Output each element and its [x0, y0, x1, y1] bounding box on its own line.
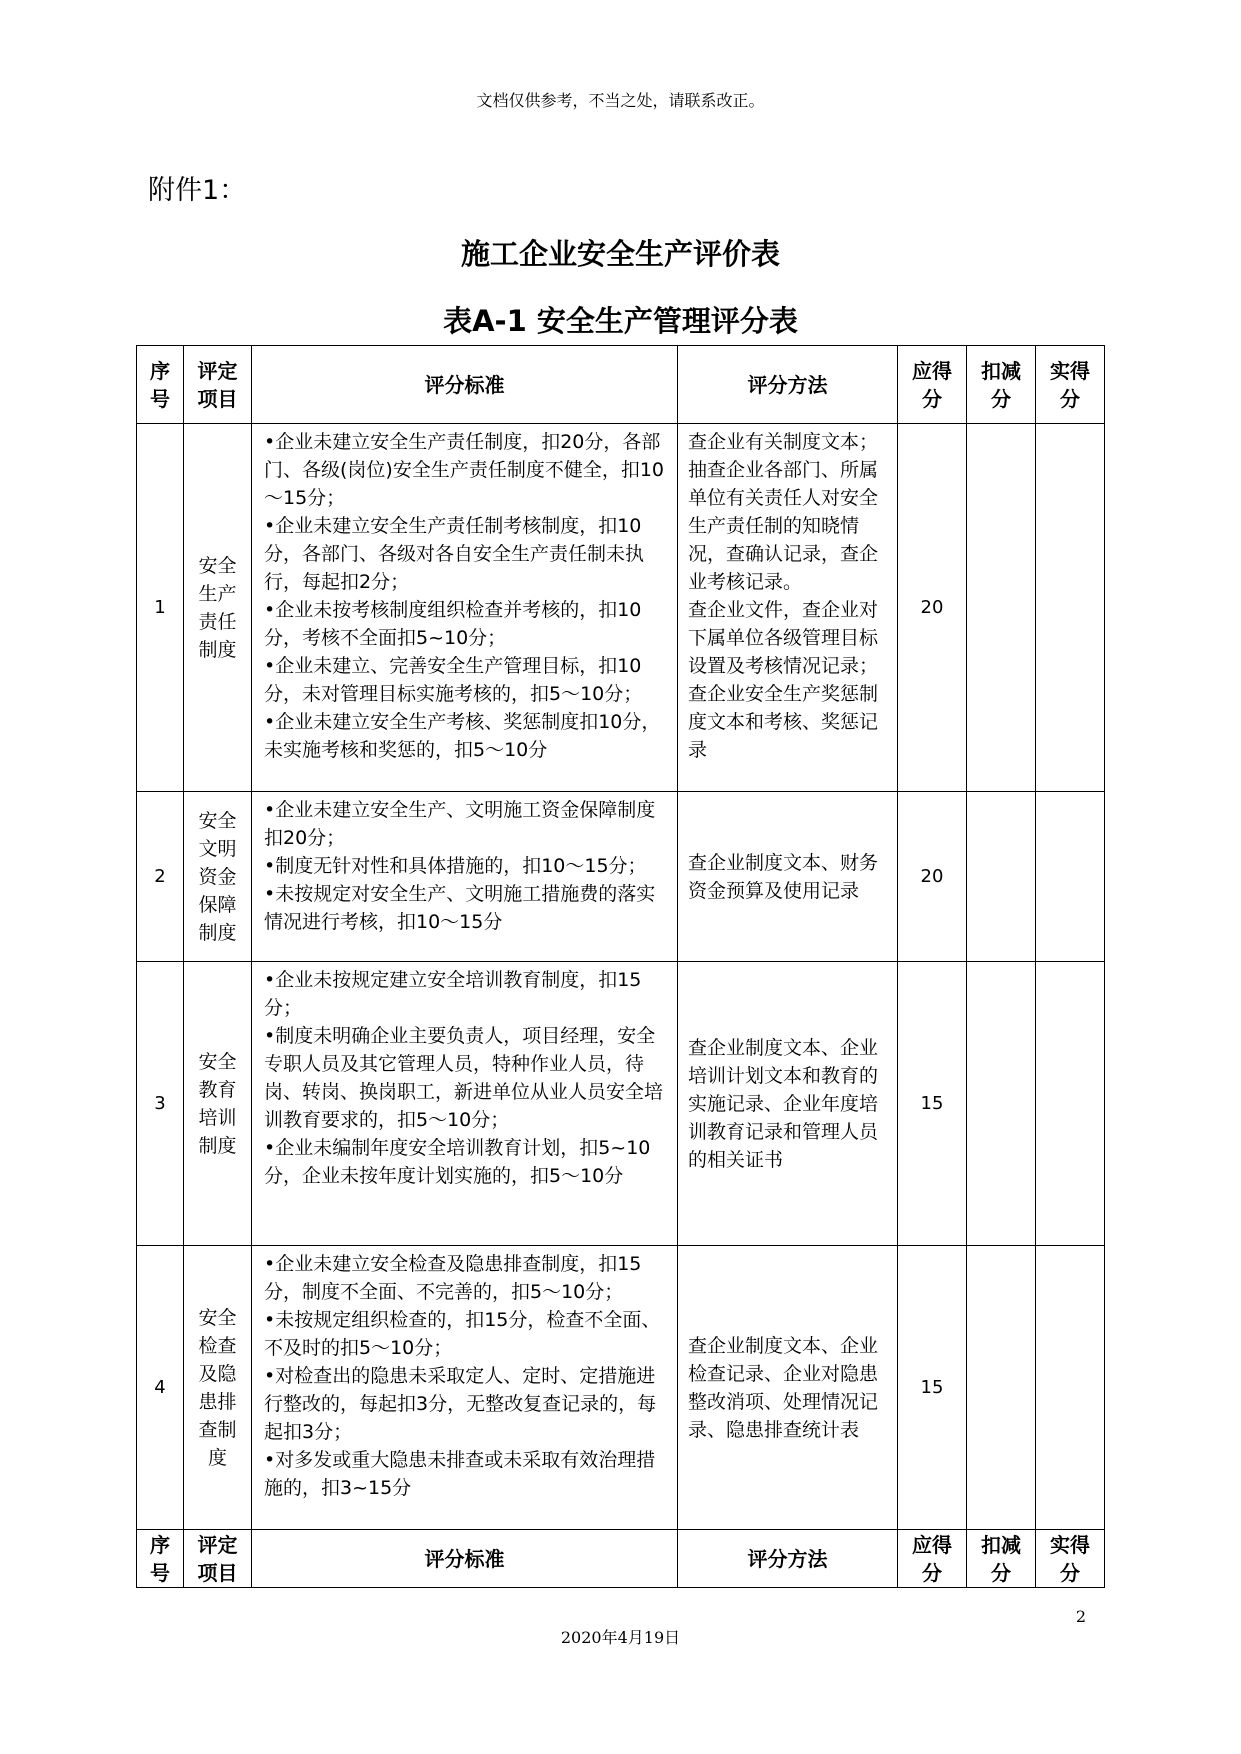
row-actual-score[interactable]	[1036, 1246, 1105, 1530]
table-row	[137, 962, 1105, 1246]
score-table	[136, 345, 1105, 1588]
row-actual-score[interactable]	[1036, 792, 1105, 962]
standard-line: •企业未按考核制度组织检查并考核的，扣10分，考核不全面扣5~10分；	[264, 599, 642, 649]
row-deduct-score[interactable]	[967, 424, 1036, 792]
standard-line: •企业未编制年度安全培训教育计划，扣5~10分，企业未按年度计划实施的，扣5～10分	[264, 1137, 651, 1187]
col-header-deduct: 扣减分	[967, 346, 1036, 424]
row-standard	[252, 962, 678, 1246]
row-method	[678, 792, 898, 962]
attachment-label: 附件1：	[148, 175, 247, 206]
table-row	[137, 792, 1105, 962]
header-note: 文档仅供参考，不当之处，请联系改正。	[476, 91, 765, 110]
table-header-row	[137, 346, 1105, 424]
table-title: 表A-1 安全生产管理评分表	[443, 304, 798, 338]
col-header-item: 评定项目	[184, 1530, 252, 1588]
col-header-item: 评定项目	[184, 346, 252, 424]
row-due-score: 15	[898, 962, 967, 1246]
row-standard	[252, 1246, 678, 1530]
method-line: 查企业制度文本、财务资金预算及使用记录	[688, 851, 879, 902]
row-deduct-score[interactable]	[967, 1246, 1036, 1530]
table-row	[137, 1246, 1105, 1530]
standard-line: •未按规定对安全生产、文明施工措施费的落实情况进行考核，扣10～15分	[264, 883, 656, 933]
col-header-method: 评分方法	[678, 1530, 898, 1588]
row-deduct-score[interactable]	[967, 962, 1036, 1246]
footer-date: 2020年4月19日	[560, 1628, 681, 1647]
standard-line: •企业未建立安全生产、文明施工资金保障制度扣20分；	[264, 799, 656, 849]
standard-line: •对多发或重大隐患未排查或未采取有效治理措施的，扣3~15分	[264, 1449, 656, 1499]
row-actual-score[interactable]	[1036, 962, 1105, 1246]
col-header-due: 应得分	[898, 1530, 967, 1588]
row-no: 3	[137, 962, 184, 1246]
standard-line: •未按规定组织检查的，扣15分，检查不全面、不及时的扣5～10分；	[264, 1309, 661, 1359]
col-header-actual: 实得分	[1036, 346, 1105, 424]
standard-line: •企业未按规定建立安全培训教育制度，扣15分；	[264, 969, 642, 1019]
col-header-actual: 实得分	[1036, 1530, 1105, 1588]
col-header-deduct: 扣减分	[967, 1530, 1036, 1588]
document-title: 施工企业安全生产评价表	[460, 237, 780, 271]
row-no: 4	[137, 1246, 184, 1530]
row-no: 1	[137, 424, 184, 792]
method-line: 查企业制度文本、企业培训计划文本和教育的实施记录、企业年度培训教育记录和管理人员的相关证书	[688, 1036, 879, 1171]
row-item: 安全文明资金保障制度	[184, 792, 252, 962]
standard-line: •企业未建立安全生产责任制度，扣20分，各部门、各级(岗位)安全生产责任制度不健全，扣10～15分；	[264, 431, 665, 509]
method-line: 查企业文件，查企业对下属单位各级管理目标设置及考核情况记录；查企业安全生产奖惩制度文本和考核、奖惩记录	[688, 599, 879, 761]
standard-line: •企业未建立安全检查及隐患排查制度，扣15分，制度不全面、不完善的，扣5～10分；	[264, 1253, 642, 1303]
col-header-method: 评分方法	[678, 346, 898, 424]
row-method	[678, 424, 898, 792]
col-header-no: 序号	[137, 1530, 184, 1588]
method-line: 查企业有关制度文本；抽查企业各部门、所属单位有关责任人对安全生产责任制的知晓情况，查确认记录，查企业考核记录。	[688, 431, 879, 593]
row-due-score: 15	[898, 1246, 967, 1530]
standard-line: •企业未建立安全生产考核、奖惩制度扣10分，未实施考核和奖惩的，扣5～10分	[264, 711, 661, 761]
standard-line: •企业未建立安全生产责任制考核制度，扣10分，各部门、各级对各自安全生产责任制未执行，每起扣2分；	[264, 515, 645, 593]
row-actual-score[interactable]	[1036, 424, 1105, 792]
table-footer-header-row	[137, 1530, 1105, 1588]
standard-line: •制度无针对性和具体措施的，扣10～15分；	[264, 855, 647, 877]
row-standard	[252, 424, 678, 792]
page-number: 2	[1075, 1607, 1086, 1626]
method-line: 查企业制度文本、企业检查记录、企业对隐患整改消项、处理情况记录、隐患排查统计表	[688, 1334, 879, 1441]
row-due-score: 20	[898, 424, 967, 792]
table-row	[137, 424, 1105, 792]
standard-line: •制度未明确企业主要负责人，项目经理，安全专职人员及其它管理人员，特种作业人员，待岗、转岗、换岗职工，新进单位从业人员安全培训教育要求的，扣5～10分；	[264, 1025, 664, 1131]
row-method	[678, 1246, 898, 1530]
standard-line: •对检查出的隐患未采取定人、定时、定措施进行整改的，每起扣3分，无整改复查记录的，每起扣3分；	[264, 1365, 657, 1443]
row-item: 安全教育培训制度	[184, 962, 252, 1246]
row-item: 安全生产责任制度	[184, 424, 252, 792]
col-header-due: 应得分	[898, 346, 967, 424]
row-method	[678, 962, 898, 1246]
col-header-no: 序号	[137, 346, 184, 424]
row-due-score: 20	[898, 792, 967, 962]
row-item: 安全检查及隐患排查制度	[184, 1246, 252, 1530]
col-header-standard: 评分标准	[252, 346, 678, 424]
row-deduct-score[interactable]	[967, 792, 1036, 962]
row-no: 2	[137, 792, 184, 962]
row-standard	[252, 792, 678, 962]
col-header-standard: 评分标准	[252, 1530, 678, 1588]
standard-line: •企业未建立、完善安全生产管理目标，扣10分，未对管理目标实施考核的，扣5～10分；	[264, 655, 643, 705]
